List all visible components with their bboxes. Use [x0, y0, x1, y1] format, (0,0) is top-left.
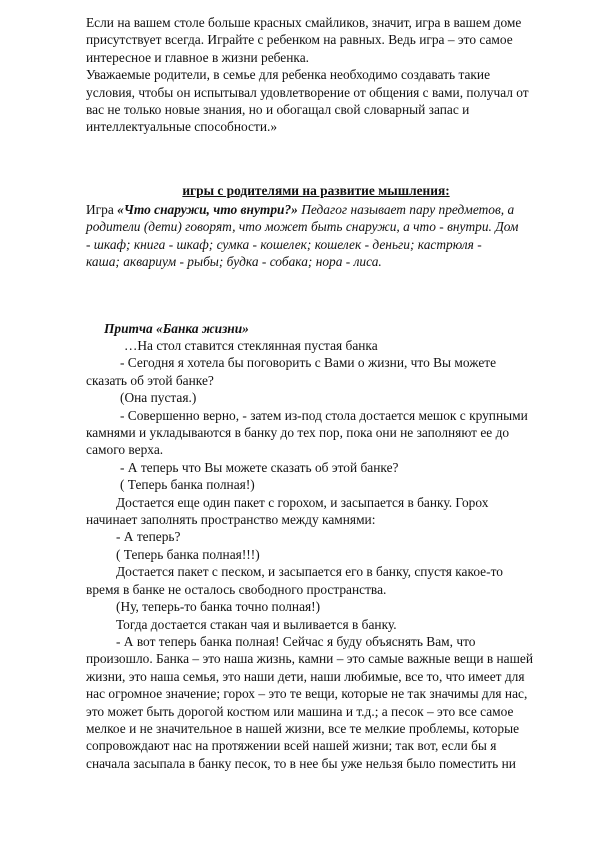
- text-line: сказать об этой банке?: [86, 372, 214, 388]
- text-line: каша; аквариум - рыбы; будка - собака; нора - лиса.: [86, 254, 382, 270]
- game-title: «Что снаружи, что внутри?»: [117, 202, 298, 217]
- text-line: …На стол ставится стеклянная пустая банка: [124, 338, 378, 353]
- text-line: сначала засыпала в банку песок, то в нее бы уже нельзя было поместить ни: [86, 755, 516, 771]
- text-line: сопровождают нас на протяжении всей нашей жизни; так вот, если бы я: [86, 738, 497, 754]
- text-line: условия, чтобы он испытывал удовлетворение от общения с вами, получал от: [86, 84, 529, 100]
- parable-text: [86, 337, 546, 772]
- text-line: Тогда достается стакан чая и выливается в банку.: [116, 616, 397, 632]
- text-line: камнями и укладываются в банку до тех пор, пока они не заполняют ее до: [86, 425, 510, 441]
- text-line: мелкое и не значительное в нашей жизни, все те мелкие проблемы, которые: [86, 720, 520, 736]
- text-line: время в банке не осталось свободного пространства.: [86, 581, 387, 597]
- text-line: [86, 201, 546, 218]
- text-line: - Сегодня я хотела бы поговорить с Вами о жизни, что Вы можете: [120, 355, 497, 371]
- text-line: (Ну, теперь-то банка точно полная!): [116, 599, 321, 615]
- text-line: - А теперь что Вы можете сказать об этой банке?: [120, 459, 399, 475]
- game-text: Педагог называет пару предметов, а: [297, 202, 515, 217]
- text-line: произошло. Банка – это наша жизнь, камни – это самые важные вещи в нашей: [86, 651, 534, 667]
- game-description: [86, 201, 546, 271]
- text-line: присутствует всегда. Играйте с ребенком на равных. Ведь игра – это самое: [86, 32, 513, 48]
- text-line: начинает заполнять пространство между камнями:: [86, 512, 376, 528]
- text-line: самого верха.: [86, 442, 164, 458]
- text-line: - А теперь?: [116, 529, 181, 545]
- text-line: - А вот теперь банка полная! Сейчас я буду объяснять Вам, что: [116, 633, 476, 649]
- text-line: родители (дети) говорят, что может быть снаружи, а что - внутри. Дом: [86, 219, 519, 235]
- text-line: нас огромное значение; горох – это те вещи, которые не так значимы для нас,: [86, 686, 528, 702]
- intro-text: [86, 14, 546, 136]
- text-line: Если на вашем столе больше красных смайликов, значит, игра в вашем доме: [86, 15, 522, 30]
- text-line: - Совершенно верно, - затем из-под стола достается мешок с крупными: [120, 407, 528, 423]
- text-line: Уважаемые родители, в семье для ребенка необходимо создавать такие: [86, 67, 491, 83]
- text-line: ( Теперь банка полная!!!): [116, 546, 260, 562]
- text-line: Достается еще один пакет с горохом, и засыпается в банку. Горох: [116, 494, 489, 510]
- text-line: вас не только новые знания, но и обогащал свой словарный запас и: [86, 102, 470, 118]
- text-line: это может быть дорогой костюм или машина и т.д.; а песок – это все самое: [86, 703, 514, 719]
- games-heading: игры с родителями на развитие мышления:: [182, 183, 450, 198]
- text-line: жизни, это наша семья, это наши дети, наши любимые, все то, что имеет для: [86, 668, 525, 684]
- text-line: ( Теперь банка полная!): [120, 477, 255, 493]
- text-line: интересное и главное в жизни ребенка.: [86, 49, 309, 65]
- game-label: Игра: [86, 202, 118, 217]
- text-line: Достается пакет с песком, и засыпается его в банку, спустя какое-то: [116, 564, 503, 580]
- text-line: - шкаф; книга - шкаф; сумка - кошелек; кошелек - деньги; кастрюля -: [86, 236, 482, 252]
- text-line: (Она пустая.): [120, 390, 197, 406]
- text-line: интеллектуальные способности.»: [86, 119, 278, 135]
- parable-title: Притча «Банка жизни»: [104, 321, 249, 336]
